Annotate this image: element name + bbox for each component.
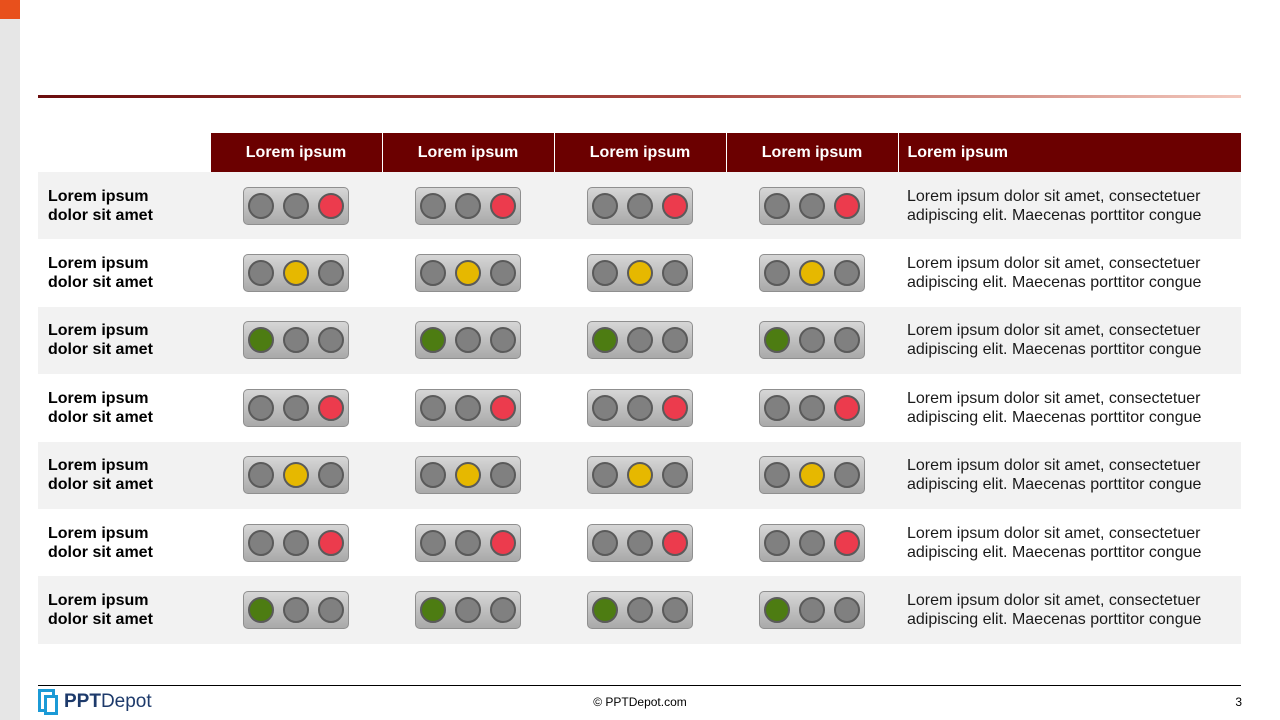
traffic-light-icon (415, 187, 521, 225)
status-cell (382, 374, 554, 441)
green-lamp-on (420, 597, 446, 623)
yellow-lamp-off (283, 395, 309, 421)
red-lamp-off (834, 597, 860, 623)
footer-divider (38, 685, 1241, 686)
yellow-lamp-off (627, 530, 653, 556)
yellow-lamp-off (283, 597, 309, 623)
green-lamp-off (420, 395, 446, 421)
green-lamp-on (764, 327, 790, 353)
row-description: Lorem ipsum dolor sit amet, consectetuer adipiscing elit. Maecenas porttitor congue (898, 172, 1241, 239)
yellow-lamp-on (455, 260, 481, 286)
yellow-lamp-on (799, 462, 825, 488)
red-lamp-off (662, 260, 688, 286)
yellow-lamp-on (455, 462, 481, 488)
row-description: Lorem ipsum dolor sit amet, consectetuer adipiscing elit. Maecenas porttitor congue (898, 442, 1241, 509)
red-lamp-on (834, 530, 860, 556)
yellow-lamp-off (799, 530, 825, 556)
row-label: Lorem ipsum dolor sit amet (38, 172, 210, 239)
red-lamp-on (662, 193, 688, 219)
red-lamp-off (490, 327, 516, 353)
red-lamp-on (490, 395, 516, 421)
table-row (38, 172, 1241, 239)
green-lamp-off (592, 462, 618, 488)
row-label: Lorem ipsum dolor sit amet (38, 374, 210, 441)
logo-text: PPTDepot (64, 691, 152, 712)
status-cell (554, 576, 726, 643)
yellow-lamp-off (799, 193, 825, 219)
status-cell (726, 374, 898, 441)
green-lamp-off (420, 530, 446, 556)
yellow-lamp-off (627, 395, 653, 421)
red-lamp-off (318, 260, 344, 286)
yellow-lamp-on (627, 260, 653, 286)
traffic-light-icon (415, 389, 521, 427)
traffic-light-icon (415, 591, 521, 629)
status-cell (210, 307, 382, 374)
accent-tab (0, 0, 20, 19)
yellow-lamp-on (283, 260, 309, 286)
green-lamp-off (420, 462, 446, 488)
red-lamp-off (834, 462, 860, 488)
green-lamp-on (248, 597, 274, 623)
green-lamp-on (592, 327, 618, 353)
traffic-light-icon (415, 456, 521, 494)
yellow-lamp-off (455, 327, 481, 353)
row-label: Lorem ipsum dolor sit amet (38, 307, 210, 374)
traffic-light-icon (759, 524, 865, 562)
status-cell (382, 509, 554, 576)
red-lamp-on (662, 530, 688, 556)
red-lamp-on (318, 530, 344, 556)
red-lamp-on (834, 395, 860, 421)
red-lamp-on (834, 193, 860, 219)
traffic-light-icon (243, 254, 349, 292)
traffic-light-icon (243, 524, 349, 562)
yellow-lamp-off (627, 597, 653, 623)
green-lamp-on (764, 597, 790, 623)
table-row (38, 509, 1241, 576)
yellow-lamp-off (283, 327, 309, 353)
table-body (38, 172, 1241, 644)
status-table (38, 133, 1241, 644)
traffic-light-icon (587, 456, 693, 494)
row-description: Lorem ipsum dolor sit amet, consectetuer adipiscing elit. Maecenas porttitor congue (898, 374, 1241, 441)
traffic-light-icon (587, 389, 693, 427)
row-label: Lorem ipsum dolor sit amet (38, 576, 210, 643)
table-row (38, 576, 1241, 643)
page-number: 3 (1235, 695, 1242, 709)
green-lamp-off (764, 395, 790, 421)
table-row (38, 239, 1241, 306)
green-lamp-off (592, 193, 618, 219)
red-lamp-off (662, 597, 688, 623)
status-cell (554, 442, 726, 509)
status-cell (726, 172, 898, 239)
header-corner (38, 133, 210, 172)
table-row (38, 374, 1241, 441)
traffic-light-icon (759, 321, 865, 359)
traffic-light-icon (587, 591, 693, 629)
red-lamp-off (490, 597, 516, 623)
yellow-lamp-off (283, 530, 309, 556)
row-description: Lorem ipsum dolor sit amet, consectetuer adipiscing elit. Maecenas porttitor congue (898, 307, 1241, 374)
table-row (38, 307, 1241, 374)
green-lamp-on (420, 327, 446, 353)
yellow-lamp-off (455, 193, 481, 219)
status-cell (554, 239, 726, 306)
row-label: Lorem ipsum dolor sit amet (38, 509, 210, 576)
row-label: Lorem ipsum dolor sit amet (38, 442, 210, 509)
traffic-light-icon (759, 591, 865, 629)
traffic-light-icon (587, 524, 693, 562)
green-lamp-on (592, 597, 618, 623)
copyright-text: © PPTDepot.com (593, 695, 687, 709)
yellow-lamp-off (799, 327, 825, 353)
status-cell (210, 442, 382, 509)
status-cell (210, 172, 382, 239)
row-description: Lorem ipsum dolor sit amet, consectetuer adipiscing elit. Maecenas porttitor congue (898, 239, 1241, 306)
column-header: Lorem ipsum (210, 133, 382, 172)
green-lamp-off (248, 260, 274, 286)
column-header-description: Lorem ipsum (898, 133, 1241, 172)
status-cell (554, 172, 726, 239)
traffic-light-icon (759, 389, 865, 427)
green-lamp-off (764, 530, 790, 556)
status-cell (554, 374, 726, 441)
red-lamp-off (662, 462, 688, 488)
status-cell (382, 239, 554, 306)
green-lamp-off (592, 395, 618, 421)
traffic-light-icon (759, 187, 865, 225)
traffic-light-icon (587, 254, 693, 292)
red-lamp-off (318, 327, 344, 353)
status-cell (554, 509, 726, 576)
yellow-lamp-off (627, 327, 653, 353)
red-lamp-off (662, 327, 688, 353)
traffic-light-icon (243, 187, 349, 225)
green-lamp-off (764, 260, 790, 286)
status-cell (210, 576, 382, 643)
row-label: Lorem ipsum dolor sit amet (38, 239, 210, 306)
yellow-lamp-off (283, 193, 309, 219)
row-description: Lorem ipsum dolor sit amet, consectetuer adipiscing elit. Maecenas porttitor congue (898, 576, 1241, 643)
yellow-lamp-off (455, 395, 481, 421)
green-lamp-off (248, 193, 274, 219)
green-lamp-off (592, 530, 618, 556)
status-cell (726, 442, 898, 509)
traffic-light-icon (587, 321, 693, 359)
yellow-lamp-off (799, 597, 825, 623)
green-lamp-off (420, 193, 446, 219)
green-lamp-off (248, 530, 274, 556)
traffic-light-icon (587, 187, 693, 225)
green-lamp-on (248, 327, 274, 353)
column-header: Lorem ipsum (382, 133, 554, 172)
yellow-lamp-off (627, 193, 653, 219)
column-header: Lorem ipsum (726, 133, 898, 172)
traffic-light-icon (759, 254, 865, 292)
traffic-light-icon (243, 389, 349, 427)
table-row (38, 442, 1241, 509)
yellow-lamp-on (627, 462, 653, 488)
status-cell (210, 374, 382, 441)
row-description: Lorem ipsum dolor sit amet, consectetuer adipiscing elit. Maecenas porttitor congue (898, 509, 1241, 576)
status-cell (382, 442, 554, 509)
status-cell (382, 307, 554, 374)
status-cell (726, 509, 898, 576)
red-lamp-on (318, 193, 344, 219)
left-margin-strip (0, 0, 20, 720)
yellow-lamp-on (283, 462, 309, 488)
status-cell (726, 576, 898, 643)
red-lamp-on (318, 395, 344, 421)
yellow-lamp-off (455, 530, 481, 556)
green-lamp-off (248, 462, 274, 488)
status-cell (382, 576, 554, 643)
title-divider (38, 95, 1241, 98)
traffic-light-icon (243, 591, 349, 629)
red-lamp-off (490, 260, 516, 286)
traffic-light-icon (415, 254, 521, 292)
column-header: Lorem ipsum (554, 133, 726, 172)
red-lamp-on (662, 395, 688, 421)
green-lamp-off (420, 260, 446, 286)
red-lamp-off (318, 597, 344, 623)
yellow-lamp-on (799, 260, 825, 286)
yellow-lamp-off (799, 395, 825, 421)
status-cell (382, 172, 554, 239)
green-lamp-off (592, 260, 618, 286)
red-lamp-off (490, 462, 516, 488)
table-header-row (38, 133, 1241, 172)
traffic-light-icon (415, 321, 521, 359)
green-lamp-off (764, 462, 790, 488)
green-lamp-off (248, 395, 274, 421)
status-cell (210, 509, 382, 576)
status-cell (554, 307, 726, 374)
status-cell (726, 307, 898, 374)
traffic-light-icon (243, 321, 349, 359)
traffic-light-icon (759, 456, 865, 494)
red-lamp-off (834, 260, 860, 286)
status-cell (210, 239, 382, 306)
red-lamp-off (834, 327, 860, 353)
status-cell (726, 239, 898, 306)
traffic-light-icon (415, 524, 521, 562)
red-lamp-off (318, 462, 344, 488)
red-lamp-on (490, 530, 516, 556)
green-lamp-off (764, 193, 790, 219)
traffic-light-icon (243, 456, 349, 494)
yellow-lamp-off (455, 597, 481, 623)
red-lamp-on (490, 193, 516, 219)
